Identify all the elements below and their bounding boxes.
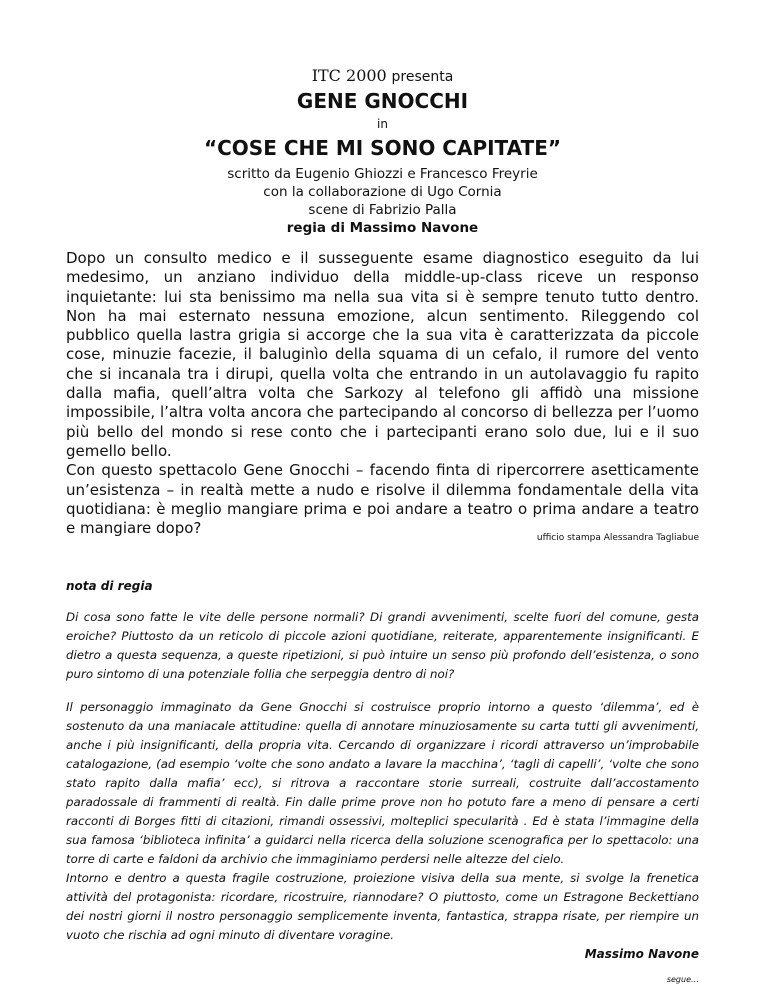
credits [66,165,699,237]
press-office-credit: ufficio stampa Alessandra Tagliabue [536,533,699,544]
director-note-paragraph: Intorno e dentro a questa fragile costruzione, proiezione visiva della sua mente, si svolge la frenetica attività del protagonista: ricordare, ricostruire, riannodare? O piuttosto, come un Estragone Beckettiano dei nostri giorni il nostro personaggio semplicemente inventa, fantastica, strappa risate, per riempire un vuoto che rischia ad ogni minuto di diventare voragine. [66,871,699,943]
synopsis-paragraph: Dopo un consulto medico e il susseguente esame diagnostico eseguito da lui medesimo, un anziano individuo della middle-up-class riceve un responso inquietante: lui sta benissimo ma nella sua vita si è sempre tenuto tutto dentro. Non ha mai esternato nessuna emozione, alcun sentimento. Rileggendo col pubblico quella lastra grigia si accorge che la sua vita è caratterizzata da piccole cose, minuzie facezie, il baluginìo della squama di un cefalo, il rumore del vento che si incanala tra i dirupi, quella volta che entrando in un autolavaggio fu rapito dalla mafia, quell’altra volta che Sarkozy al telefono gli affidò una missione impossibile, l’altra volta ancora che partecipando al concorso di bellezza per l’uomo più bello del mondo si rese conto che i partecipanti erano solo due, lui e il suo gemello bello. [66,249,699,460]
credit-writers: scritto da Eugenio Ghiozzi e Francesco Freyrie [227,166,538,182]
director-note [66,608,699,945]
director-note-paragraph: Di cosa sono fatte le vite delle persone normali? Di grandi avvenimenti, scelte fuori del comune, gesta eroiche? Piuttosto da un reticolo di piccole azioni quotidiane, reiterate, apparentemente insignificanti. E dietro a questa sequenza, a queste ripetizioni, si può intuire un senso più profondo dell’esistenza, o sono puro sintomo di una potenziale follia che serpeggia dentro di noi? [66,610,699,682]
show-title: “COSE CHE MI SONO CAPITATE” [203,136,562,160]
credit-director: regia di Massimo Navone [286,220,479,236]
document-page [66,66,699,985]
presenter-line [66,66,699,87]
presenter-name: ITC 2000 [311,66,387,85]
credit-scenery: scene di Fabrizio Palla [308,202,457,218]
continues-label: segue… [666,975,699,985]
star-name: GENE GNOCCHI [296,89,469,113]
director-signature: Massimo Navone [584,947,699,962]
synopsis [66,249,699,538]
presenter-suffix: presenta [391,69,454,85]
credit-collaboration: con la collaborazione di Ugo Cornia [263,184,502,200]
director-note-heading: nota di regia [66,579,153,594]
in-label: in [377,117,388,131]
director-note-paragraph: Il personaggio immaginato da Gene Gnocchi si costruisce proprio intorno a questo ‘dilemma’, ed è sostenuto da una maniacale attitudine: quella di annotare minuziosamente su carta tutti gli avvenimenti, anche i più insignificanti, della propria vita. Cercando di organizzare i ricordi attraverso un’improbabile catalogazione, (ad esempio ‘volte che sono andato a lavare la macchina’, ‘tagli di capelli’, ‘volte che sono stato rapito dalla mafia’ ecc), si ritrova a raccontare storie surreali, costruite dall’accostamento paradossale di frammenti di realtà. Fin dalle prime prove non ho potuto fare a meno di pensare a certi racconti di Borges fitti di citazioni, rimandi ossessivi, molteplici specularità . Ed è stata l’immagine della sua famosa ‘biblioteca infinita’ a guidarci nella ricerca della soluzione scenografica per lo spettacolo: una torre di carte e faldoni da archivio che immaginiamo perdersi nelle altezze del cielo. [66,700,699,867]
synopsis-paragraph: Con questo spettacolo Gene Gnocchi – facendo finta di ripercorrere asetticamente un’esistenza – in realtà mette a nudo e risolve il dilemma fondamentale della vita quotidiana: è meglio mangiare prima e poi andare a teatro o prima andare a teatro e mangiare dopo? [66,461,699,538]
